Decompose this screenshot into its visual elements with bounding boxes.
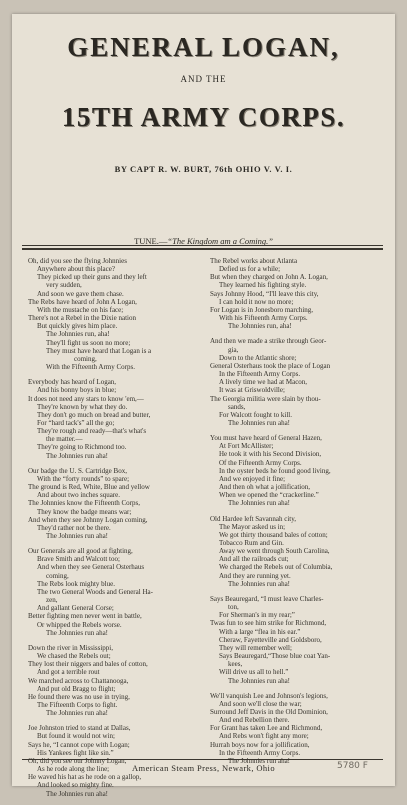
- verse-stanza: [28, 467, 200, 540]
- verse-line: He took it with his Second Division,: [219, 450, 322, 459]
- verse-stanza: [28, 644, 200, 717]
- verse-line: For Sherman's in my rear;”: [219, 611, 295, 620]
- broadside-sheet: [12, 14, 395, 798]
- verse-line: In the Fifteenth Army Corps.: [219, 748, 301, 757]
- verse-line: Our Generals are all good at fighting,: [28, 547, 133, 556]
- verse-line: The two General Woods and General Ha-: [37, 587, 153, 596]
- tune-name: “The Kingdom am a Coming.”: [167, 236, 273, 246]
- verse-line: For Walcott fought to kill.: [219, 410, 292, 419]
- verse-line: With a large “flea in his ear.”: [219, 627, 301, 636]
- verse-line: gia,: [228, 345, 239, 354]
- verse-line: We chased the Rebels out;: [37, 652, 111, 661]
- verse-line: kees,: [228, 660, 243, 669]
- verse-line: A lively time we had at Macon,: [219, 378, 308, 387]
- verse-line: They know the badge means war;: [37, 507, 132, 516]
- right-verse-column: [210, 257, 382, 772]
- verse-line: They will remember well;: [219, 643, 292, 652]
- verse-line: It does not need any stars to know 'em,—: [28, 394, 144, 403]
- verse-line: I can hold it now no more;: [219, 297, 294, 306]
- verse-line: Surround Jeff Davis in the Old Dominion,: [210, 707, 328, 716]
- title-15th-army-corps: 15TH ARMY CORPS.: [61, 102, 346, 132]
- verse-stanza: [28, 257, 200, 371]
- verse-line: With the “forty rounds” to spare;: [37, 474, 130, 483]
- verse-line: The Mayor asked us in;: [219, 522, 286, 531]
- verse-line: Defied us for a while;: [219, 265, 281, 274]
- verse-line: The Johnnies run aha!: [228, 756, 291, 765]
- verse-stanza: [210, 257, 382, 330]
- verse-line: The Johnnies run aha!: [46, 709, 109, 718]
- verse-line: For Grant has taken Lee and Richmond,: [210, 724, 323, 733]
- verse-line: Down the river in Mississippi,: [28, 643, 113, 652]
- verse-line: We charged the Rebels out of Columbia,: [219, 563, 333, 572]
- printer-imprint: American Steam Press, Newark, Ohio: [132, 763, 275, 773]
- verse-line: sands,: [228, 402, 246, 411]
- divider-thin: [22, 245, 383, 246]
- verse-line: Better fighting men never went in battle,: [28, 612, 142, 621]
- verse-line: For “hard tack's” all the go;: [37, 418, 115, 427]
- verse-line: And when they see Johnny Logan coming,: [28, 515, 148, 524]
- verse-line: They'll fight us soon no more;: [46, 338, 131, 347]
- verse-line: Oh, did you see the flying Johnnies: [28, 257, 127, 265]
- verse-line: In the oyster beds he found good living,: [219, 466, 331, 475]
- verse-line: And about two inches square.: [37, 491, 121, 500]
- verse-line: They're known by what they do.: [37, 402, 128, 411]
- verse-stanza: [28, 547, 200, 637]
- verse-stanza: [210, 337, 382, 427]
- verse-stanza: [210, 434, 382, 507]
- verse-line: Old Hardee left Savannah city,: [210, 514, 297, 523]
- verse-line: General Osterhaus took the place of Logan: [210, 361, 331, 370]
- verse-line: The Georgia militia were slain by thou-: [210, 394, 321, 403]
- verse-line: Of the Fifteenth Army Corps.: [219, 458, 302, 467]
- verse-line: The Johnnies run aha!: [228, 579, 291, 588]
- verse-line: Anywhere about this place?: [37, 265, 115, 274]
- verse-line: And when they see General Osterhaus: [37, 563, 145, 572]
- verse-line: coming,: [46, 571, 69, 580]
- verse-line: And then we made a strike through Geor-: [210, 337, 327, 346]
- verse-line: In the Fifteenth Army Corps.: [219, 370, 301, 379]
- verse-line: With the Fifteenth Army Corps.: [46, 363, 135, 372]
- verse-line: And got a terrible rout: [37, 668, 100, 677]
- left-verse-column: [28, 257, 200, 805]
- verse-line: The Rebs have heard of John A Logan,: [28, 297, 137, 306]
- verse-stanza: [210, 515, 382, 588]
- verse-line: There's not a Rebel in the Dixie nation: [28, 314, 136, 323]
- verse-line: The Johnnies run aha!: [46, 789, 109, 798]
- verse-line: As he rode along the line;: [37, 765, 110, 774]
- verse-line: And put old Bragg to flight;: [37, 684, 116, 693]
- verse-line: the matter.—: [46, 435, 83, 444]
- verse-line: Brave Smith and Walcott too;: [37, 555, 120, 564]
- verse-line: The ground is Red, White, Blue and yellow: [28, 483, 150, 492]
- catalog-number: 5780 F: [337, 761, 368, 771]
- verse-line: Down to the Atlantic shore;: [219, 353, 297, 362]
- verse-line: They must have heard that Logan is a: [46, 346, 152, 355]
- verse-line: They lost their niggers and bales of cotton,: [28, 660, 148, 669]
- verse-line: And end Rebellion there.: [219, 716, 290, 725]
- verse-line: But quickly gives him place.: [37, 322, 118, 331]
- verse-line: For Logan is in Jonesboro marching,: [210, 305, 314, 314]
- verse-line: They learned his fighting style.: [219, 281, 307, 290]
- verse-line: We marched across to Chattanooga,: [28, 676, 129, 685]
- verse-line: The Johnnies run aha!: [46, 628, 109, 637]
- verse-line: The Johnnies know the Fifteenth Corps,: [28, 499, 140, 508]
- verse-line: Says Johnny Hood, “I'll leave this city,: [210, 289, 319, 298]
- verse-line: Joe Johnston tried to stand at Dallas,: [28, 724, 131, 733]
- verse-line: He found there was no use in trying,: [28, 692, 130, 701]
- verse-line: But when they charged on John A. Logan,: [210, 273, 328, 282]
- verse-line: coming,: [74, 354, 97, 363]
- verse-line: Or whipped the Rebels worse.: [37, 620, 122, 629]
- verse-line: And then oh what a jollification,: [219, 483, 310, 492]
- verse-line: And they are running yet.: [219, 571, 291, 580]
- verse-line: And we enjoyed it fine;: [219, 474, 286, 483]
- author-byline: BY CAPT R. W. BURT, 76th OHIO V. V. I.: [114, 164, 293, 174]
- verse-line: We got thirty thousand bales of cotton;: [219, 530, 328, 539]
- verse-line: Away we went through South Carolina,: [219, 547, 330, 556]
- verse-line: But found it would not win;: [37, 732, 115, 741]
- verse-line: Says Beauregard, “I must leave Charles-: [210, 594, 324, 603]
- divider-thick: [22, 248, 383, 250]
- verse-line: ton,: [228, 603, 239, 612]
- verse-line: Will drive us all to hell.”: [219, 668, 289, 677]
- verse-line: He waved his hat as he rode on a gallop,: [28, 773, 142, 782]
- verse-line: They picked up their guns and they left: [37, 273, 147, 282]
- verse-line: Cheraw, Fayetteville and Goldsboro,: [219, 635, 322, 644]
- verse-line: Everybody has heard of Logan,: [28, 378, 117, 387]
- verse-line: When we opened the “crackerline.”: [219, 491, 319, 500]
- verse-line: It was at Griswoldville;: [219, 386, 285, 395]
- verse-line: They're going to Richmond too.: [37, 443, 127, 452]
- verse-line: They don't go much on bread and butter,: [37, 410, 151, 419]
- divider-footer: [22, 759, 383, 760]
- verse-stanza: [210, 692, 382, 765]
- verse-line: You must have heard of General Hazen,: [210, 434, 322, 443]
- verse-line: We'll vanquish Lee and Johnson's legions,: [210, 691, 328, 700]
- verse-line: With his Fifteenth Army Corps.: [219, 314, 308, 323]
- verse-line: And his bonny boys in blue;: [37, 386, 117, 395]
- verse-line: The Johnnies run aha!: [228, 676, 291, 685]
- verse-line: They'd rather not be there.: [37, 523, 111, 532]
- verse-line: The Fifteenth Corps to fight.: [37, 700, 118, 709]
- verse-line: Hurrah boys now for a jollification,: [210, 740, 310, 749]
- verse-stanza: [28, 724, 200, 797]
- verse-line: His Yankees fight like sin.”: [37, 748, 114, 757]
- verse-line: The Johnnies run, aha!: [46, 330, 110, 339]
- verse-line: And all the railroads cut;: [219, 555, 289, 564]
- verse-line: And gallant General Corse;: [37, 604, 114, 613]
- verse-line: The Johnnies run aha!: [228, 499, 291, 508]
- verse-line: The Rebs look mighty blue.: [37, 579, 115, 588]
- verse-line: And soon we gave them chase.: [37, 289, 124, 298]
- verse-line: Oh, did you see our Johnny Logan,: [28, 756, 127, 765]
- verse-line: With the mustache on his face;: [37, 305, 124, 314]
- title-general-logan: GENERAL LOGAN,: [67, 32, 340, 62]
- verse-line: Says he, “I cannot cope with Logan;: [28, 740, 130, 749]
- verse-line: very sudden,: [46, 281, 82, 290]
- verse-line: Says Beauregard,“Those blue coat Yan-: [219, 652, 331, 661]
- verse-line: At Fort McAllister;: [219, 442, 274, 451]
- title-and-the: AND THE: [180, 74, 227, 84]
- verse-stanza: [28, 378, 200, 460]
- verse-line: And looked so mighty fine.: [37, 781, 114, 790]
- verse-line: Twas fun to see him strike for Richmond,: [210, 619, 327, 628]
- verse-line: And Rebs won't fight any more;: [219, 732, 309, 741]
- verse-stanza: [210, 595, 382, 685]
- verse-line: The Johnnies run aha!: [46, 451, 109, 460]
- verse-line: zen,: [46, 596, 58, 605]
- tune-label: TUNE.—: [134, 236, 168, 246]
- verse-line: And soon we'll close the war;: [219, 699, 302, 708]
- verse-line: The Rebel works about Atlanta: [210, 257, 298, 265]
- verse-line: Our badge the U. S. Cartridge Box,: [28, 466, 127, 475]
- verse-line: They're rough and ready—that's what's: [37, 427, 147, 436]
- verse-line: The Johnnies run aha!: [46, 532, 109, 540]
- verse-line: Tobacco Rum and Gin.: [219, 539, 284, 547]
- verse-line: The Johnnies run aha!: [228, 418, 291, 427]
- verse-line: The Johnnies run, aha!: [228, 322, 292, 331]
